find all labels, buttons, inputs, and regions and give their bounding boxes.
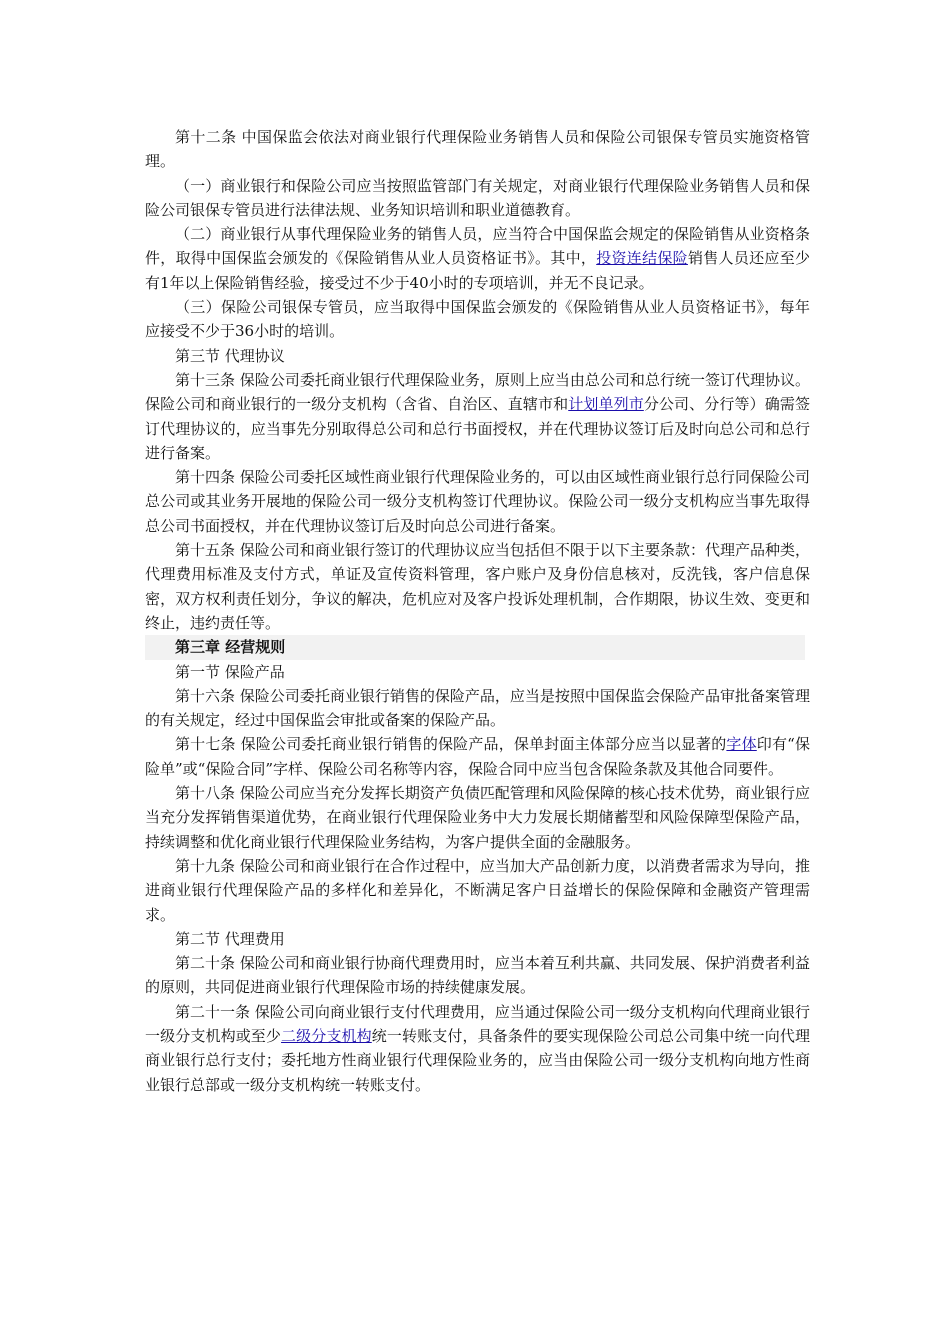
- link-secondary-branch[interactable]: 二级分支机构: [281, 1026, 372, 1045]
- article-12-item-1: （一）商业银行和保险公司应当按照监管部门有关规定，对商业银行代理保险业务销售人员和保险公司银保专管员进行法律法规、业务知识培训和职业道德教育。: [145, 176, 810, 219]
- article-17: [145, 732, 810, 781]
- article-20: 第二十条 保险公司和商业银行协商代理费用时，应当本着互利共赢、共同发展、保护消费者利益的原则，共同促进商业银行代理保险市场的持续健康发展。: [145, 954, 810, 997]
- link-investment-linked-insurance[interactable]: 投资连结保险: [596, 249, 688, 268]
- section-3-title: 第三节 代理协议: [175, 346, 285, 365]
- article-12-item-3: （三）保险公司银保专管员，应当取得中国保监会颁发的《保险销售从业人员资格证书》，每年应接受不少于36小时的培训。: [145, 298, 810, 341]
- article-12-item-2: [145, 222, 810, 295]
- article-18: 第十八条 保险公司应当充分发挥长期资产负债匹配管理和风险保障的核心技术优势，商业银行应当充分发挥销售渠道优势，在商业银行代理保险业务中大力发展长期储蓄型和风险保障型保险产品，持续调整和优化商业银行代理保险业务结构，为客户提供全面的金融服务。: [145, 784, 810, 851]
- article-21-text-b: 统一转账支付，具备条件的要实现保险公司总公司集中统一向代理商业银行总行支付；委托地方性商业银行代理保险业务的，应当由保险公司一级分支机构向地方性商业银行总部或一级分支机构统一转账支付。: [145, 1026, 810, 1094]
- article-17-text-a: 第十七条 保险公司委托商业银行销售的保险产品，保单封面主体部分应当以显著的: [175, 735, 727, 754]
- document-body: [145, 125, 810, 1097]
- article-19: 第十九条 保险公司和商业银行在合作过程中，应当加大产品创新力度，以消费者需求为导向，推进商业银行代理保险产品的多样化和差异化，不断满足客户日益增长的保险保障和金融资产管理需求。: [145, 856, 810, 924]
- section-1-title: 第一节 保险产品: [175, 662, 285, 681]
- link-separately-planned-city[interactable]: 计划单列市: [568, 395, 644, 414]
- article-12: 第十二条 中国保监会依法对商业银行代理保险业务销售人员和保险公司银保专管员实施资格管理。: [145, 128, 810, 171]
- article-16: 第十六条 保险公司委托商业银行销售的保险产品，应当是按照中国保监会保险产品审批备案管理的有关规定，经过中国保监会审批或备案的保险产品。: [145, 686, 810, 730]
- article-12-item-2-text-a: （二）商业银行从事代理保险业务的销售人员，应当符合中国保监会规定的保险销售从业资格条件，取得中国保监会颁发的《保险销售从业人员资格证书》。其中，: [145, 225, 810, 268]
- article-13-text-b: 分公司、分行等）确需签订代理协议的，应当事先分别取得总公司和总行书面授权，并在代理协议签订后及时向总公司和总行进行备案。: [145, 395, 810, 462]
- article-15: 第十五条 保险公司和商业银行签订的代理协议应当包括但不限于以下主要条款：代理产品种类，代理费用标准及支付方式，单证及宣传资料管理，客户账户及身份信息核对，反洗钱，客户信息保密，双方权利责任划分，争议的解决，危机应对及客户投诉处理机制，合作期限，协议生效、变更和终止，违约责任等。: [145, 541, 810, 632]
- article-17-text-b: 印有“保险单”或“保险合同”字样、保险公司名称等内容，保险合同中应当包含保险条款及其他合同要件。: [145, 735, 810, 778]
- article-13: [145, 368, 810, 465]
- article-13-text-a: 第十三条 保险公司委托商业银行代理保险业务，原则上应当由总公司和总行统一签订代理协议。保险公司和商业银行的一级分支机构（含省、自治区、直辖市和: [145, 370, 810, 414]
- article-21-text-a: 第二十一条 保险公司向商业银行支付代理费用，应当通过保险公司一级分支机构向代理商业银行一级分支机构或至少: [145, 1002, 810, 1045]
- section-2-title: 第二节 代理费用: [175, 929, 285, 948]
- chapter-3-title: 第三章 经营规则: [145, 635, 805, 659]
- article-21: [145, 1000, 810, 1097]
- article-12-item-2-text-b: 销售人员还应至少有1年以上保险销售经验，接受过不少于40小时的专项培训，并无不良记录。: [145, 249, 810, 292]
- link-font[interactable]: 字体: [726, 735, 757, 754]
- article-14: 第十四条 保险公司委托区域性商业银行代理保险业务的，可以由区域性商业银行总行同保险公司总公司或其业务开展地的保险公司一级分支机构签订代理协议。保险公司一级分支机构应当事先取得总公司书面授权，并在代理协议签订后及时向总公司进行备案。: [145, 468, 810, 535]
